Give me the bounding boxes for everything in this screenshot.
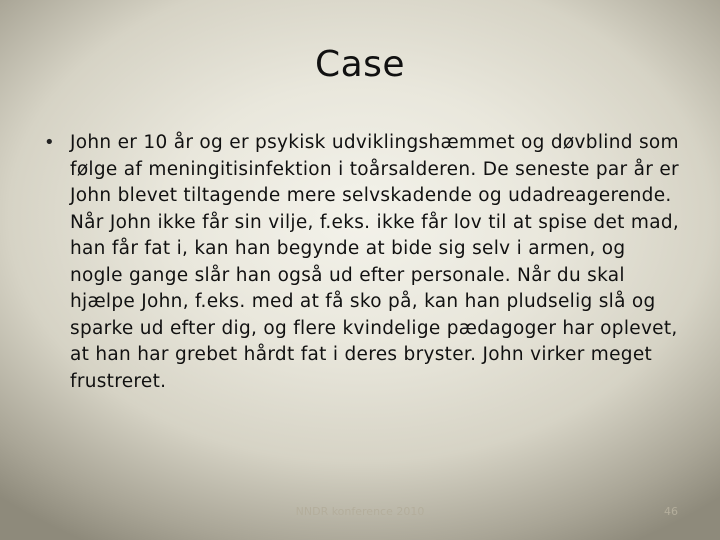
footer-text: NNDR konference 2010 [295, 505, 425, 518]
page-number: 46 [664, 505, 678, 518]
bullet-marker: • [44, 132, 55, 153]
slide-title: Case [314, 44, 406, 85]
bullet-item [44, 130, 684, 395]
bullet-text: John er 10 år og er psykisk udviklingshæmmet og døvblind som følge af meningitisinfektion i toårsalderen. De seneste par år er John blevet tiltagende mere selvskadende og udadreagerende. Når John ikke får sin vilje, f.eks. ikke får lov til at spise det mad, han får fat i, kan han begynde at bide sig selv i armen, og nogle gange slår han også ud efter personale. Når du skal hjælpe John, f.eks. med at få sko på, kan han pludselig slå og sparke ud efter dig, og flere kvindelige pædagoger har oplevet, at han har grebet hårdt fat i deres bryster. John virker meget frustreret. [70, 132, 680, 392]
